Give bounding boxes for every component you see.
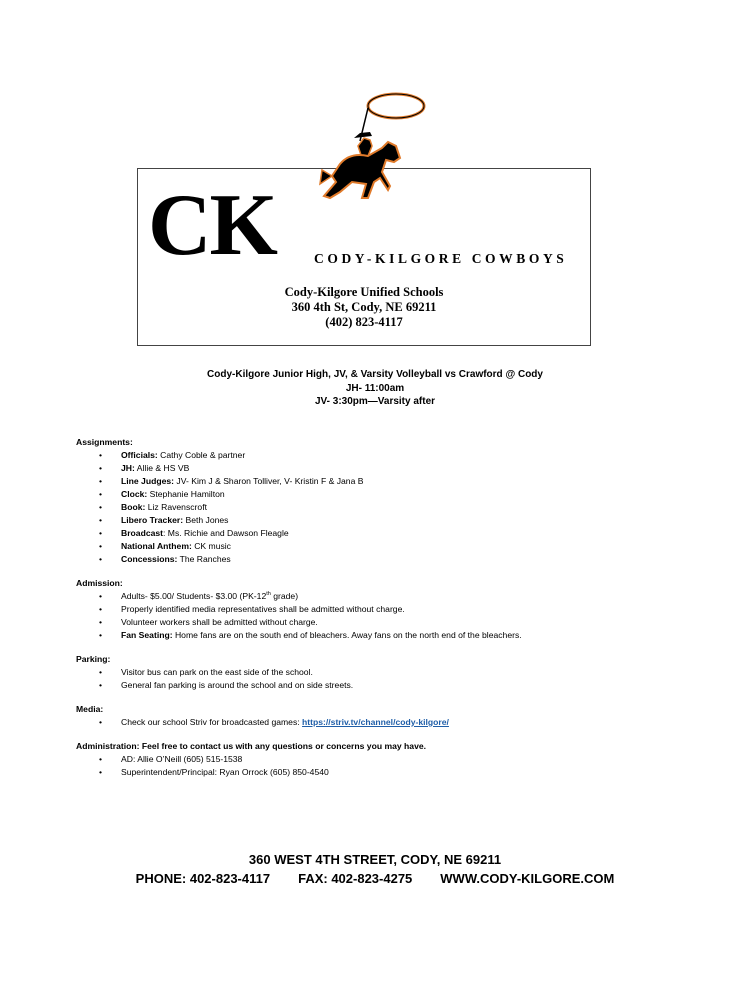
footer-contact-line xyxy=(0,871,750,886)
cowboy-roping-horse-icon xyxy=(310,86,430,218)
list-item: • Book: Liz Ravenscroft xyxy=(76,501,676,514)
list-item: • Libero Tracker: Beth Jones xyxy=(76,514,676,527)
list-item: • AD: Allie O’Neill (605) 515-1538 xyxy=(76,753,676,766)
list-item: • JH: Allie & HS VB xyxy=(76,462,676,475)
striv-link[interactable]: https://striv.tv/channel/cody-kilgore/ xyxy=(302,717,449,727)
media-list xyxy=(76,716,676,729)
school-phone: (402) 823-4117 xyxy=(325,315,403,329)
footer-fax: FAX: 402-823-4275 xyxy=(298,871,413,886)
list-item: • Visitor bus can park on the east side of the school. xyxy=(76,666,676,679)
list-item: • National Anthem: CK music xyxy=(76,540,676,553)
list-item: • Volunteer workers shall be admitted without charge. xyxy=(76,616,676,629)
parking-list xyxy=(76,666,676,692)
list-item: • General fan parking is around the school and on side streets. xyxy=(76,679,676,692)
list-item: • Check our school Striv for broadcasted games: https://striv.tv/channel/cody-kilgore/ xyxy=(76,716,676,729)
list-item: • Broadcast: Ms. Richie and Dawson Fleagle xyxy=(76,527,676,540)
list-item: • Superintendent/Principal: Ryan Orrock (605) 850-4540 xyxy=(76,766,676,779)
list-item: • Clock: Stephanie Hamilton xyxy=(76,488,676,501)
event-title: Cody-Kilgore Junior High, JV, & Varsity Volleyball vs Crawford @ Cody xyxy=(207,369,543,380)
list-item: • Fan Seating: Home fans are on the south end of bleachers. Away fans on the north end of the bleachers. xyxy=(76,629,676,642)
footer-phone: PHONE: 402-823-4117 xyxy=(135,871,271,886)
list-item: • Line Judges: JV- Kim J & Sharon Tolliver, V- Kristin F & Jana B xyxy=(76,475,676,488)
media-heading: Media: xyxy=(76,704,104,714)
administration-heading: Administration: Feel free to contact us with any questions or concerns you may have. xyxy=(76,741,427,751)
team-name: CODY-KILGORE COWBOYS xyxy=(314,251,568,266)
admission-heading: Admission: xyxy=(76,578,123,588)
school-contact-block xyxy=(137,285,591,330)
footer-website: WWW.CODY-KILGORE.COM xyxy=(440,871,615,886)
footer-address: 360 WEST 4TH STREET, CODY, NE 69211 xyxy=(248,852,502,867)
admission-list xyxy=(76,590,676,642)
event-heading xyxy=(0,368,750,409)
school-name: Cody-Kilgore Unified Schools xyxy=(284,285,444,299)
ck-monogram: CK xyxy=(148,177,276,274)
list-item: • Concessions: The Ranches xyxy=(76,553,676,566)
list-item: • Officials: Cathy Coble & partner xyxy=(76,449,676,462)
event-jh-time: JH- 11:00am xyxy=(345,382,405,394)
parking-heading: Parking: xyxy=(76,654,111,664)
list-item: • Properly identified media representatives shall be admitted without charge. xyxy=(76,603,676,616)
school-address: 360 4th St, Cody, NE 69211 xyxy=(291,300,437,314)
document-body xyxy=(76,436,676,790)
assignments-list xyxy=(76,449,676,566)
administration-list xyxy=(76,753,676,779)
event-jv-time: JV- 3:30pm—Varsity after xyxy=(314,396,436,407)
list-item: • Adults- $5.00/ Students- $3.00 (PK-12th grade) xyxy=(76,590,676,603)
assignments-heading: Assignments: xyxy=(76,437,133,447)
